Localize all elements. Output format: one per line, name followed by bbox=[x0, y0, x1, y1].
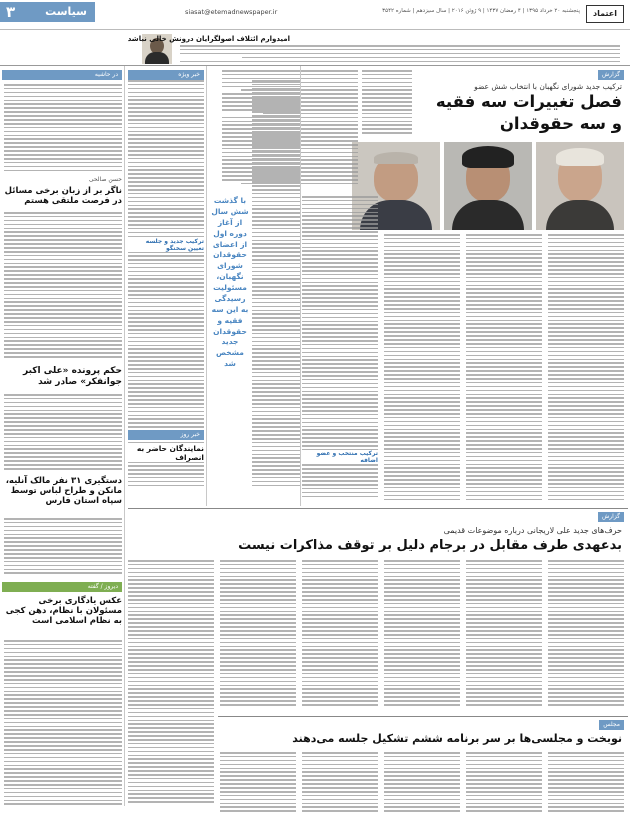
lead-photo-row bbox=[352, 142, 624, 230]
sidebar-item5-title: عکس یادگاری برخی مسئولان با نظام، دهن کجی به نظام اسلامی است bbox=[5, 596, 122, 627]
portrait-2 bbox=[444, 142, 532, 230]
sidebar-item1-title: ناگر بر از زبان برخی مسائل در فرصت ملتقی هستم bbox=[4, 186, 122, 207]
logo-text: اعتماد bbox=[593, 9, 617, 18]
mid-feature-title: بدعهدی طرف مقابل در برجام دلیل بر توقف مذاکرات نیست bbox=[238, 538, 622, 553]
mid-feature-label: گزارش bbox=[598, 512, 624, 522]
mid-feature-col-2 bbox=[466, 560, 542, 710]
bottom-feature-col-1 bbox=[548, 752, 624, 814]
middle-subhead-1: ترکیب جدید و جلسه تعیین سخنگو bbox=[128, 238, 204, 252]
mid-feature-col-4 bbox=[302, 560, 378, 710]
mid-feature-col-1 bbox=[548, 560, 624, 710]
lead-label: گزارش bbox=[598, 70, 624, 80]
lead-title-1: فصل تغییرات سه فقیه bbox=[435, 92, 622, 111]
website-link[interactable]: siasat@etemadnewspaper.ir bbox=[185, 8, 278, 16]
lead-title-2: و سه حقوقدان bbox=[499, 114, 622, 133]
mid-feature-col-6 bbox=[128, 560, 214, 810]
page-number-block bbox=[0, 2, 95, 22]
mid-feature-col-5 bbox=[220, 560, 296, 710]
lead-body-col-1 bbox=[548, 234, 624, 504]
sidebar-label-news: خبر ویژه bbox=[128, 70, 204, 80]
newspaper-logo bbox=[586, 5, 624, 23]
bottom-feature-col-2 bbox=[466, 752, 542, 814]
portrait-1 bbox=[536, 142, 624, 230]
sidebar-item4-title: دستگیری ۳۱ نفر مالک آنلیه، مانکن و طراح لباس توسط سپاه استان فارس bbox=[5, 476, 122, 507]
mid-feature-kicker: حرف‌های جدید علی لاریجانی درباره موضوعات قدیمی bbox=[443, 526, 622, 535]
sidebar-item5-text bbox=[4, 640, 122, 810]
middle-col-text-a bbox=[252, 80, 300, 500]
bottom-feature-title: نوبخت و مجلسی‌ها بر سر برنامه ششم تشکیل جلسه می‌دهند bbox=[292, 732, 622, 745]
sidebar-item1-text bbox=[4, 212, 122, 362]
editorial-text bbox=[180, 45, 620, 65]
divider-3 bbox=[300, 66, 301, 506]
bottom-feature-col-4 bbox=[302, 752, 378, 814]
bottom-feature-col-3 bbox=[384, 752, 460, 814]
page-header bbox=[0, 0, 630, 30]
sidebar-item3-text bbox=[4, 394, 122, 474]
lead-kicker: ترکیب جدید شورای نگهبان با انتخاب شش عضو bbox=[474, 82, 622, 91]
issue-line: پنجشنبه ۲۰ خرداد ۱۳۹۵ | ۴ رمضان ۱۴۳۷ | ۹ ژوئن ۲۰۱۶ | سال سیزدهم | شماره ۳۵۴۲ bbox=[382, 8, 580, 14]
bottom-feature-top-rule bbox=[218, 716, 628, 717]
middle-box-label: خبر روز bbox=[128, 430, 204, 440]
bottom-feature-col-5 bbox=[220, 752, 296, 814]
top-editorial bbox=[0, 32, 630, 66]
divider-1 bbox=[124, 66, 125, 806]
lead-body-col-3 bbox=[384, 234, 460, 504]
sidebar-label-interview: دیروز / گفته bbox=[2, 582, 122, 592]
pull-quote: با گذشت شش سال از آغاز دوره اول از اعضای حقوقدان شورای نگهبان، مسئولیت رسیدگی به این سه فقیه و حقوقدان جدید مشخص شد bbox=[211, 196, 249, 369]
lead-body-col-2 bbox=[466, 234, 542, 504]
sidebar-item4-text bbox=[4, 518, 122, 578]
editorial-headline: امیدوارم ائتلاف اصولگرایان درونش خالی نباشد bbox=[127, 35, 290, 43]
page-number: ۳ bbox=[6, 3, 16, 21]
section-name: سیاست bbox=[45, 5, 87, 18]
sidebar-top-text bbox=[4, 84, 122, 174]
middle-box-title: نمایندگان حاضر به انصراف bbox=[128, 444, 204, 462]
sidebar-item3-title: حکم پرونده «علی اکبر جوانفکر» صادر شد bbox=[23, 366, 122, 387]
middle-subhead-2: ترکیب منتخب و عضو اضافه bbox=[302, 450, 378, 464]
divider-2 bbox=[206, 66, 207, 506]
sidebar-label-top: در حاشیه bbox=[2, 70, 122, 80]
mid-feature-top-rule bbox=[128, 508, 628, 509]
mid-feature-col-3 bbox=[384, 560, 460, 710]
sidebar-item1-author: حسن صالحی bbox=[88, 176, 122, 183]
bottom-feature-label: مجلس bbox=[599, 720, 624, 730]
lead-intro-text-2 bbox=[362, 70, 412, 140]
